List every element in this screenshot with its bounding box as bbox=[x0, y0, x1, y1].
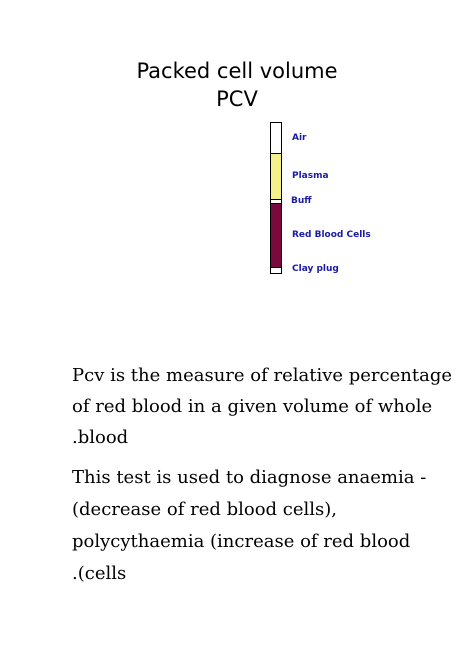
label-plasma: Plasma bbox=[292, 171, 329, 181]
paragraph-line: Pcv is the measure of relative percentage bbox=[72, 365, 453, 386]
label-buff: Buff bbox=[291, 196, 312, 206]
paragraph-line: .blood bbox=[72, 427, 129, 448]
air-segment bbox=[271, 123, 281, 154]
red-blood-cells-segment bbox=[271, 204, 281, 268]
paragraph-line: This test is used to diagnose anaemia - bbox=[72, 467, 427, 488]
paragraph-line: .(cells bbox=[72, 563, 127, 584]
plasma-segment bbox=[271, 154, 281, 200]
page-title: Packed cell volume bbox=[136, 59, 338, 83]
label-clay-plug: Clay plug bbox=[292, 264, 339, 274]
clay-plug-segment bbox=[271, 268, 281, 273]
definition-paragraph bbox=[72, 360, 453, 453]
page-subtitle: PCV bbox=[216, 87, 258, 111]
paragraph-line: of red blood in a given volume of whole bbox=[72, 396, 433, 417]
paragraph-line: polycythaemia (increase of red blood bbox=[72, 531, 411, 552]
paragraph-line: (decrease of red blood cells), bbox=[72, 499, 338, 520]
pcv-tube-diagram bbox=[270, 122, 282, 274]
label-air: Air bbox=[292, 133, 307, 143]
usage-paragraph bbox=[72, 462, 427, 590]
label-red-blood-cells: Red Blood Cells bbox=[292, 230, 371, 240]
